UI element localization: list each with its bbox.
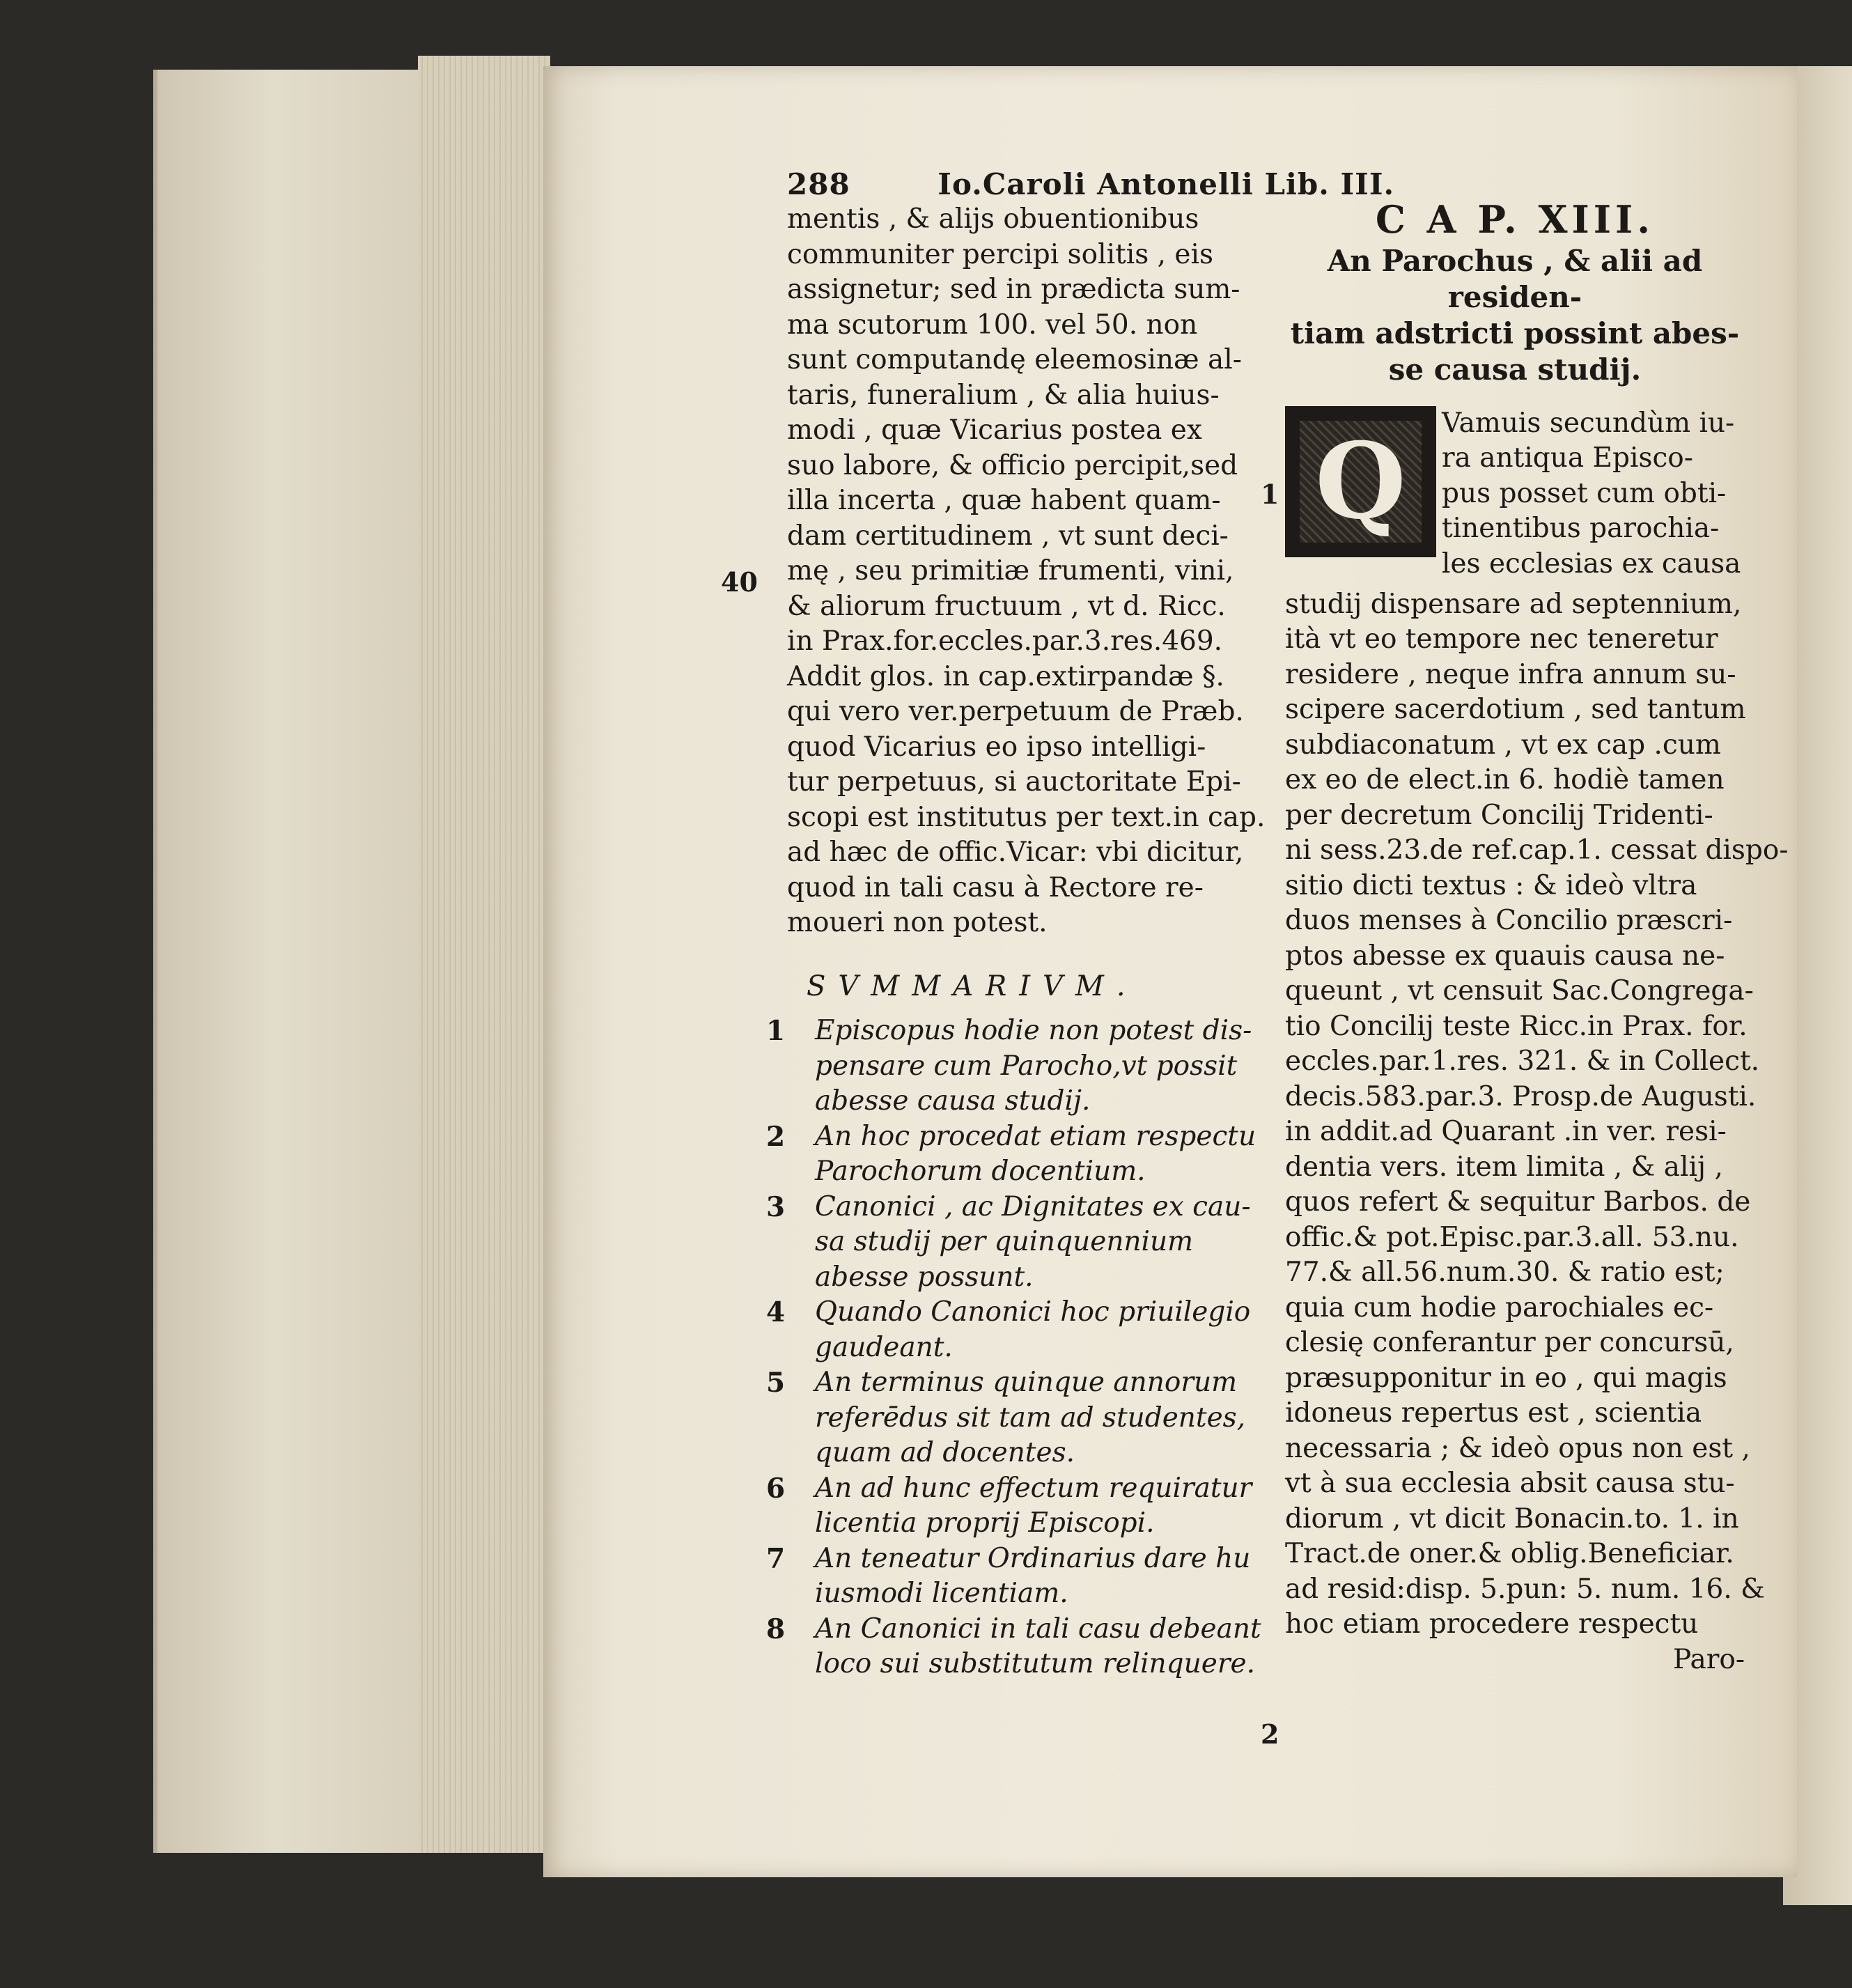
page-text [543,66,1797,1877]
summary-item [766,1365,1247,1471]
summary-item-number: 6 [766,1472,786,1505]
summary-item-number: 4 [766,1296,786,1328]
initial-block [1285,406,1745,587]
text-line: hoc etiam procedere respectu [1285,1608,1699,1640]
summary-item-line: loco sui substitutum relinquere. [815,1648,1255,1679]
text-line: mentis , & alijs obuentionibus [787,203,1199,235]
chapter-title-line: tiam adstricti possint abes- [1290,316,1740,350]
text-line: taris, funeralium , & alia huius- [787,379,1220,411]
text-line: diorum , vt dicit Bonacin.to. 1. in [1285,1502,1739,1535]
text-line: ra antiqua Episco- [1442,442,1693,474]
text-line: ptos abesse ex quauis causa ne- [1285,940,1725,972]
summary-item-number: 8 [766,1613,786,1645]
text-line: ad resid:disp. 5.pun: 5. num. 16. & [1285,1573,1765,1605]
summary-item-line: An ad hunc effectum requiratur [815,1472,1252,1504]
text-line: decis.583.par.3. Prosp.de Augusti. [1285,1080,1757,1112]
text-line: & aliorum fructuum , vt d. Ricc. [787,590,1226,622]
summary-item-line: pensare cum Parocho,vt possit [815,1050,1238,1082]
text-line: qui vero ver.perpetuum de Præb. [787,696,1244,727]
page-number: 288 [787,167,850,201]
summary-item [766,1612,1261,1682]
chapter-title [1285,243,1745,388]
text-line: pus posset cum obti- [1442,477,1727,509]
text-line: in Prax.for.eccles.par.3.res.469. [787,626,1223,657]
text-line: quod Vicarius eo ipso intelligi- [787,731,1206,763]
text-line: ma scutorum 100. vel 50. non [787,309,1198,341]
text-line: tur perpetuus, si auctoritate Epi- [787,766,1241,798]
running-title: Io.Caroli Antonelli Lib. III. [937,167,1395,201]
text-line: clesię conferantur per concursū, [1285,1327,1734,1358]
summary-heading: SVMMARIVM. [807,970,1138,1002]
initial-lines [1442,406,1748,582]
right-column [1285,197,1789,1677]
chapter-heading: C A P. XIII. [1375,197,1655,242]
summary-item-line: An teneatur Ordinarius dare hu [815,1542,1251,1574]
text-line: dentia vers. item limita , & alij , [1285,1151,1723,1183]
text-line: tinentibus parochia- [1442,513,1720,544]
summary-item-line: abesse causa studij. [815,1085,1091,1117]
book-binding-left [153,70,450,1853]
text-line: duos menses à Concilio præscri- [1285,905,1733,936]
margin-number-40: 40 [721,566,758,598]
summary-item-line: referēdus sit tam ad studentes, [815,1401,1246,1434]
text-line: necessaria ; & ideò opus non est , [1285,1432,1750,1464]
summary-list [766,1014,1261,1682]
text-line: sunt computandę eleemosinæ al- [787,344,1242,375]
page-edges [418,56,550,1853]
chapter-title-line: An Parochus , & alii ad residen- [1327,243,1703,314]
summary-item-line: Quando Canonici hoc priuilegio [815,1296,1251,1328]
text-line: queunt , vt censuit Sac.Congrega- [1285,975,1754,1007]
summary-item-line: Canonici , ac Dignitates ex cau- [815,1190,1251,1222]
summary-item [766,1295,1251,1365]
summary-item [766,1471,1252,1542]
margin-number-2: 2 [1261,1718,1279,1750]
text-line: præsupponitur in eo , qui magis [1285,1362,1727,1394]
text-line: subdiaconatum , vt ex cap .cum [1285,729,1721,761]
text-line: ni sess.23.de ref.cap.1. cessat dispo- [1285,834,1789,866]
text-line: in addit.ad Quarant .in ver. resi- [1285,1116,1727,1147]
summary-item-line: gaudeant. [815,1331,953,1363]
chapter-body-text [1285,587,1789,1643]
summary-item-number: 2 [766,1120,786,1153]
text-line: vt à sua ecclesia absit causa stu- [1285,1468,1735,1499]
summary-item-line: abesse possunt. [815,1261,1034,1293]
text-line: tio Concilij teste Ricc.in Prax. for. [1285,1010,1748,1042]
text-line: 77.& all.56.num.30. & ratio est; [1285,1257,1725,1288]
text-line: communiter percipi solitis , eis [787,238,1213,270]
summary-item-line: licentia proprij Episcopi. [815,1507,1155,1539]
text-line: eccles.par.1.res. 321. & in Collect. [1285,1046,1760,1077]
text-line: ad hæc de offic.Vicar: vbi dicitur, [787,837,1244,868]
summary-item-line: iusmodi licentiam. [815,1578,1068,1609]
text-line: ex eo de elect.in 6. hodiè tamen [1285,764,1725,795]
summary-item [766,1542,1251,1612]
summary-item-number: 7 [766,1542,786,1575]
text-line: ità vt eo tempore nec teneretur [1285,623,1718,655]
text-line: suo labore, & officio percipit,sed [787,449,1238,481]
summary-item-line: quam ad docentes. [815,1437,1075,1468]
summary-item-line: An hoc procedat etiam respectu [815,1120,1256,1152]
left-column [766,202,1266,1682]
text-line: dam certitudinem , vt sunt deci- [787,520,1229,552]
text-line: Addit glos. in cap.extirpandæ §. [787,660,1224,692]
text-line: Vamuis secundùm iu- [1442,407,1735,439]
text-line: assignetur; sed in prædicta sum- [787,274,1240,305]
summary-item-line: An terminus quinque annorum [815,1367,1238,1398]
text-line: moueri non potest. [787,907,1048,938]
summary-item-number: 1 [766,1015,786,1047]
running-head [787,167,1394,201]
summary-item [766,1190,1251,1296]
decorated-initial-icon [1285,406,1436,557]
initial-letter: Q [1300,421,1422,543]
text-line: scipere sacerdotium , sed tantum [1285,694,1746,725]
chapter-title-line: se causa studij. [1388,352,1642,387]
text-line: scopi est institutus per text.in cap. [787,801,1266,833]
text-line: les ecclesias ex causa [1442,548,1741,580]
margin-number-1: 1 [1261,479,1279,510]
text-line: idoneus repertus est , scientia [1285,1397,1702,1429]
summary-item-number: 5 [766,1367,786,1399]
summary-item-line: sa studij per quinquennium [815,1226,1194,1257]
text-line: sitio dicti textus : & ideò vltra [1285,869,1697,901]
summary-item-line: Parochorum docentium. [815,1156,1146,1187]
text-line: quos refert & sequitur Barbos. de [1285,1186,1751,1218]
text-line: per decretum Concilij Tridenti- [1285,799,1713,831]
summary-item-line: An Canonici in tali casu debeant [815,1613,1261,1645]
text-line: mę , seu primitiæ frumenti, vini, [787,555,1234,587]
summary-item [766,1014,1252,1119]
text-line: quia cum hodie parochiales ec- [1285,1291,1714,1323]
left-body-text [787,202,1266,941]
text-line: offic.& pot.Episc.par.3.all. 53.nu. [1285,1221,1739,1253]
book-page [543,66,1797,1877]
summary-item [766,1119,1256,1190]
catchword: Paro- [1672,1643,1745,1675]
summary-item-line: Episcopus hodie non potest dis- [815,1015,1252,1046]
text-line: residere , neque infra annum su- [1285,658,1736,690]
summary-item-number: 3 [766,1190,786,1223]
text-line: studij dispensare ad septennium, [1285,588,1742,620]
text-line: quod in tali casu à Rectore re- [787,871,1204,903]
text-line: illa incerta , quæ habent quam- [787,485,1221,516]
text-line: Tract.de oner.& oblig.Beneficiar. [1285,1538,1734,1569]
text-line: modi , quæ Vicarius postea ex [787,414,1202,446]
